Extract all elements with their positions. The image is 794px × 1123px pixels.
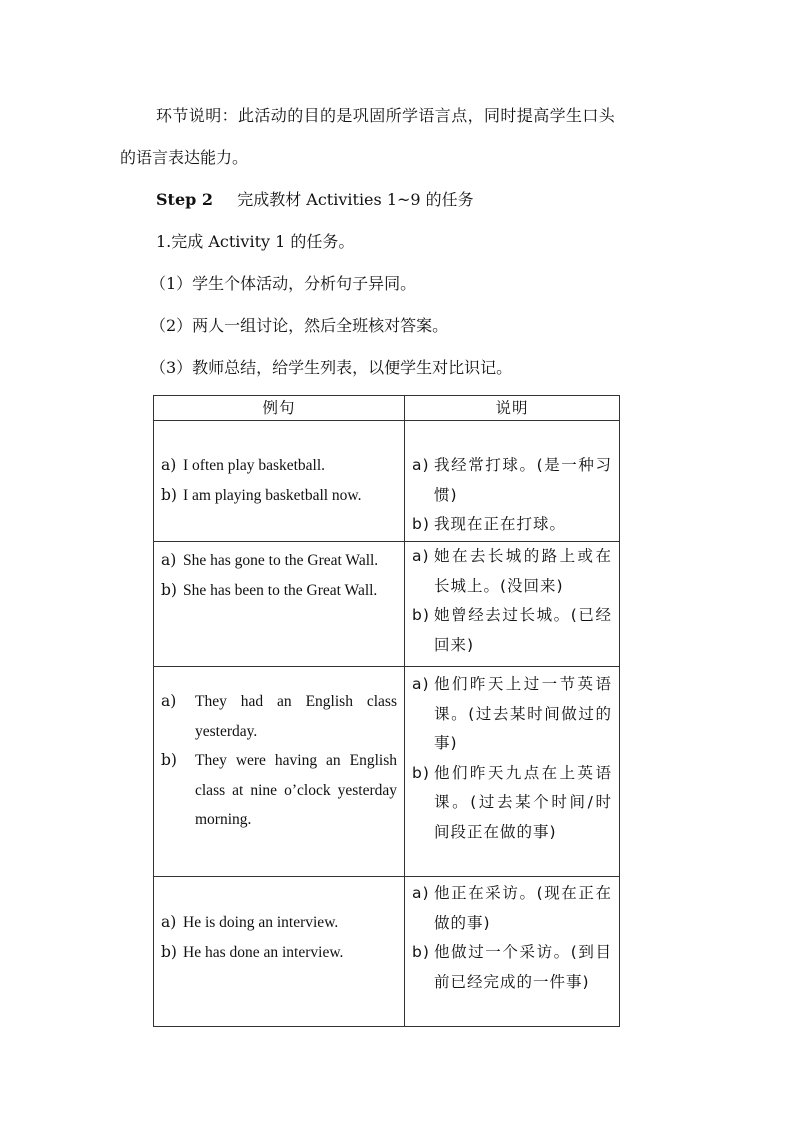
explanation-cell: [405, 542, 620, 667]
explanation-item: b) 他做过一个采访。(到目前已经完成的一件事): [412, 943, 612, 991]
example-item: b) They were having an English class at nine o’clock yesterday morning.: [161, 751, 397, 828]
activity-step-2: （2）两人一组讨论，然后全班核对答案。: [150, 316, 449, 335]
header-explanation: 说明: [405, 396, 620, 421]
example-item: a) I often play basketball.: [161, 456, 326, 474]
example-cell: [154, 877, 405, 1027]
comparison-table: [153, 395, 620, 1027]
explanation-item: a) 他正在采访。(现在正在做的事): [412, 884, 612, 932]
explanation-item: a) 她在去长城的路上或在长城上。(没回来): [412, 547, 612, 595]
example-item: a) They had an English class yesterday.: [161, 692, 397, 740]
activity-step-1: （1）学生个体活动，分析句子异同。: [150, 274, 417, 293]
table-row: [154, 421, 620, 542]
example-item: b) He has done an interview.: [161, 942, 344, 961]
explanation-item: b) 我现在正在打球。: [412, 515, 567, 533]
intro-line-1: 环节说明：此活动的目的是巩固所学语言点，同时提高学生口头: [156, 106, 616, 125]
example-cell: [154, 421, 405, 542]
table-row: [154, 877, 620, 1027]
header-example: 例句: [154, 396, 405, 421]
activity-step-3: （3）教师总结，给学生列表，以便学生对比识记。: [150, 358, 513, 377]
table-row: [154, 667, 620, 877]
step-title: 完成教材 Activities 1~9 的任务: [237, 190, 474, 209]
example-item: b) I am playing basketball now.: [161, 485, 362, 504]
explanation-cell: [405, 667, 620, 877]
step-heading: [156, 188, 474, 212]
table-header-row: [154, 396, 620, 421]
explanation-item: b) 她曾经去过长城。(已经回来): [412, 606, 612, 654]
example-item: b) She has been to the Great Wall.: [161, 580, 378, 599]
table-row: [154, 542, 620, 667]
example-cell: [154, 667, 405, 877]
example-item: a) She has gone to the Great Wall.: [161, 551, 379, 569]
explanation-item: a) 我经常打球。(是一种习惯): [412, 456, 612, 504]
explanation-cell: [405, 421, 620, 542]
explanation-item: a) 他们昨天上过一节英语课。(过去某时间做过的事): [412, 675, 612, 752]
step-label: Step 2: [156, 190, 214, 209]
explanation-item: b) 他们昨天九点在上英语课。(过去某个时间/时间段正在做的事): [412, 763, 612, 841]
activity-heading: 1.完成 Activity 1 的任务。: [156, 232, 355, 251]
example-cell: [154, 542, 405, 667]
intro-line-2: 的语言表达能力。: [120, 148, 249, 167]
example-item: a) He is doing an interview.: [161, 913, 339, 931]
explanation-cell: [405, 877, 620, 1027]
